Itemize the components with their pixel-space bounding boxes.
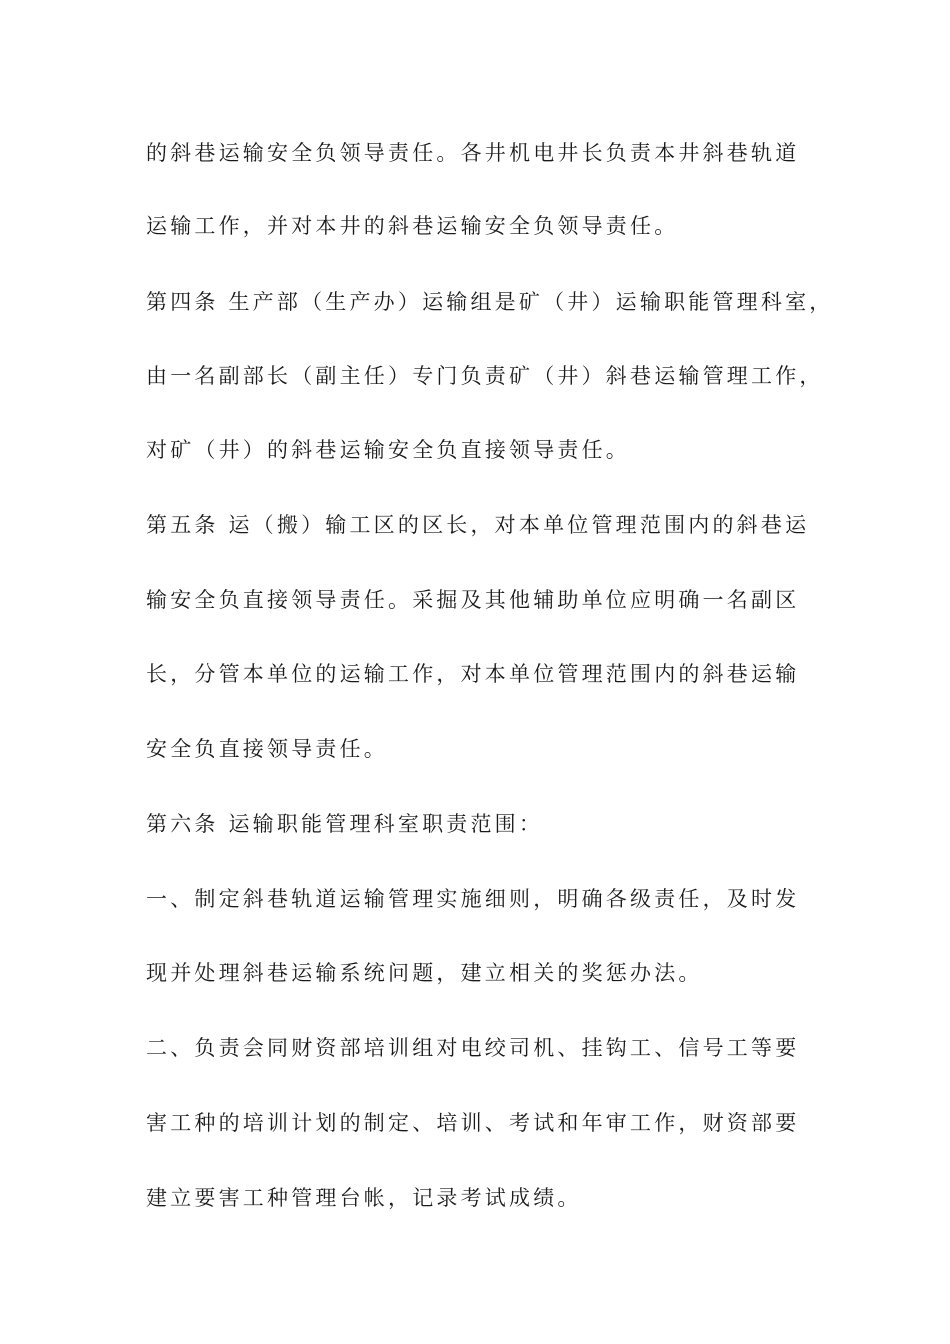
- text-line-1: 的斜巷运输安全负领导责任。各井机电井长负责本井斜巷轨道: [146, 141, 800, 165]
- text-line-4: 由一名副部长（副主任）专门负责矿（井）斜巷运输管理工作，: [146, 364, 824, 388]
- text-line-3: 第四条 生产部（生产办）运输组是矿（井）运输职能管理科室，: [146, 290, 834, 314]
- text-line-9: 安全负直接领导责任。: [146, 737, 388, 761]
- text-line-5: 对矿（井）的斜巷运输安全负直接领导责任。: [146, 438, 630, 462]
- text-line-11: 一、制定斜巷轨道运输管理实施细则，明确各级责任，及时发: [146, 887, 800, 911]
- text-line-10: 第六条 运输职能管理科室职责范围：: [146, 812, 544, 836]
- text-line-7: 输安全负直接领导责任。采掘及其他辅助单位应明确一名副区: [146, 588, 800, 612]
- text-line-2: 运输工作，并对本井的斜巷运输安全负领导责任。: [146, 214, 679, 238]
- text-line-8: 长，分管本单位的运输工作，对本单位管理范围内的斜巷运输: [146, 662, 800, 686]
- text-line-6: 第五条 运（搬）输工区的区长，对本单位管理范围内的斜巷运: [146, 513, 810, 537]
- text-line-13: 二、负责会同财资部培训组对电绞司机、挂钩工、信号工等要: [146, 1036, 800, 1060]
- text-line-15: 建立要害工种管理台帐，记录考试成绩。: [146, 1186, 582, 1210]
- text-line-14: 害工种的培训计划的制定、培训、考试和年审工作，财资部要: [146, 1111, 800, 1135]
- text-line-12: 现并处理斜巷运输系统问题，建立相关的奖惩办法。: [146, 961, 703, 985]
